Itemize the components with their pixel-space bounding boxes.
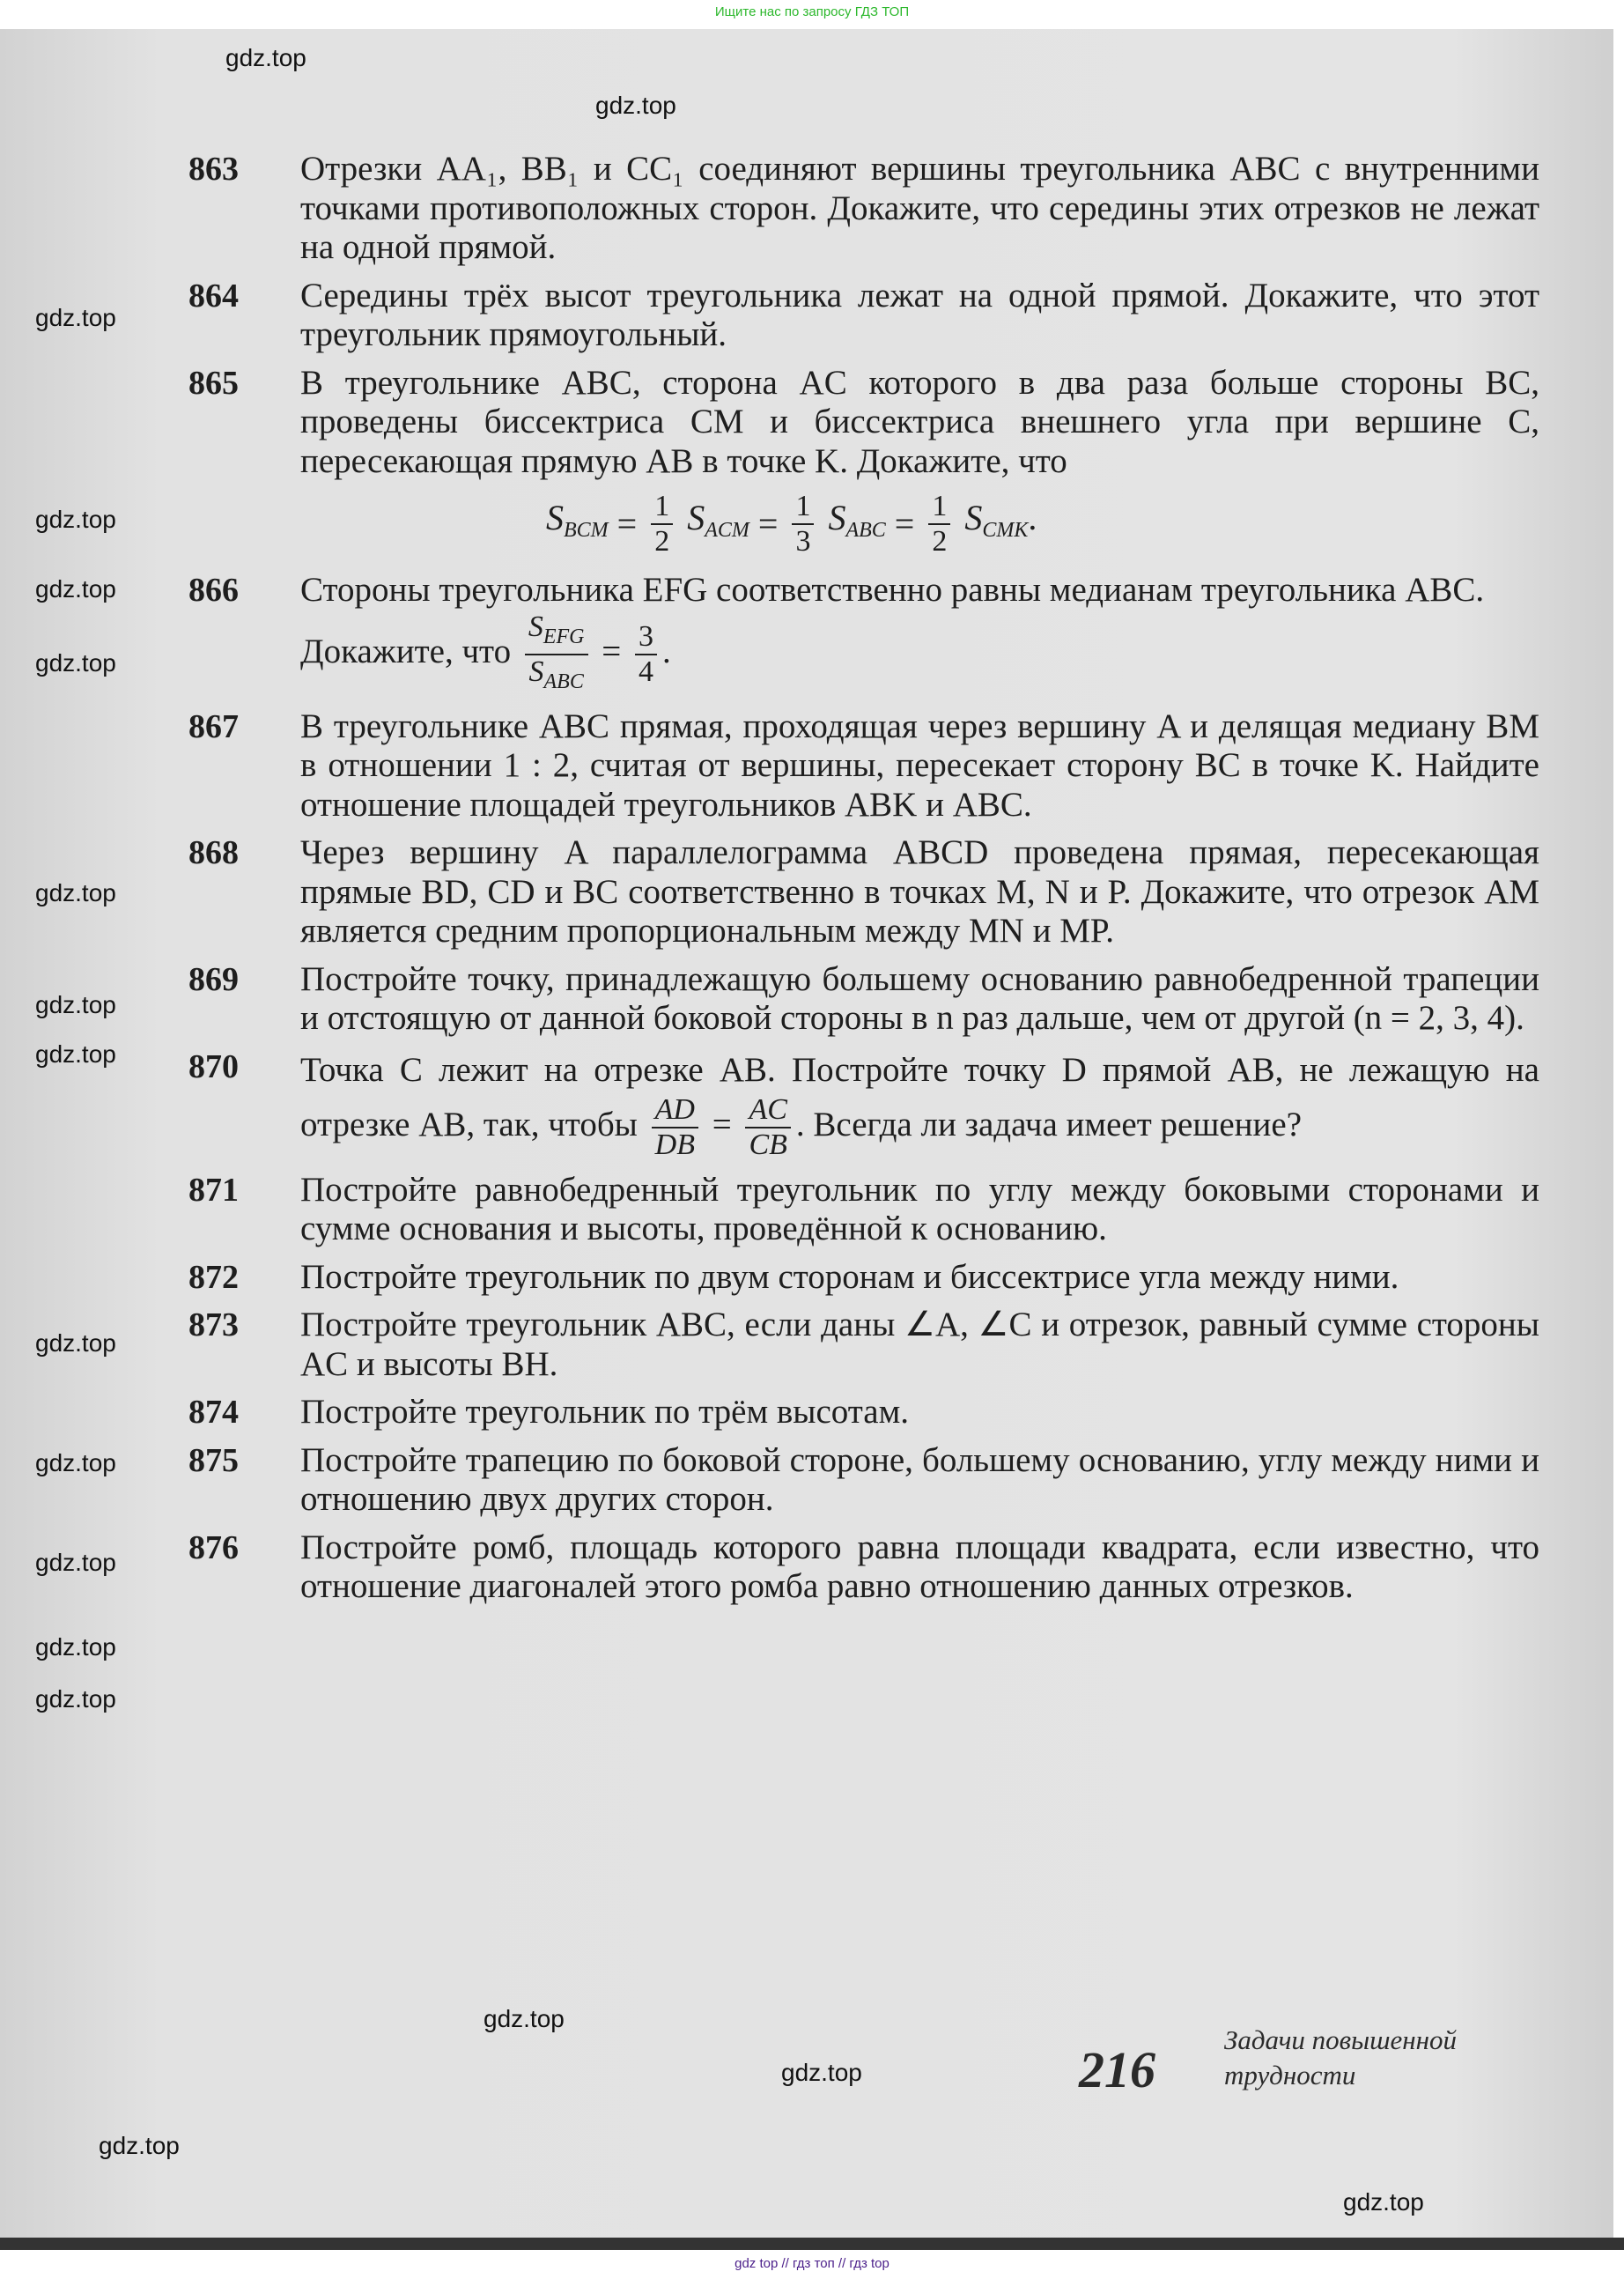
watermark: gdz.top bbox=[595, 92, 676, 119]
fraction bbox=[652, 1093, 698, 1162]
problem-text: Постройте равнобедренный треугольник по углу между боковыми сторонами и сумме основания и высоты, проведённой к основанию. bbox=[300, 1170, 1539, 1247]
denominator: 2 bbox=[932, 525, 948, 558]
problem-876 bbox=[188, 1528, 1539, 1607]
numerator: AC bbox=[745, 1093, 790, 1128]
fraction bbox=[635, 620, 657, 689]
fraction bbox=[651, 490, 673, 559]
problem-number: 863 bbox=[188, 151, 239, 188]
problem-871 bbox=[188, 1171, 1539, 1249]
problem-text: Постройте ромб, площадь которого равна площади квадрата, если известно, что отношение диагоналей этого ромба равно отношению данных отрезков. bbox=[300, 1528, 1539, 1605]
formula-symbol: S bbox=[528, 655, 544, 688]
period: . bbox=[1028, 498, 1037, 537]
watermark: gdz.top bbox=[35, 649, 116, 677]
watermark: gdz.top bbox=[35, 1549, 116, 1576]
equals-sign: = bbox=[757, 504, 779, 544]
watermark: gdz.top bbox=[35, 879, 116, 906]
problem-number: 875 bbox=[188, 1441, 239, 1479]
problem-text: Отрезки AA₁, BB₁ и CC₁ соединяют вершины треугольника ABC с внутренними точками противоположных сторон. Докажите, что середины этих отрезков не лежат на одной прямой. bbox=[300, 150, 1539, 266]
problem-number: 866 bbox=[188, 572, 239, 609]
formula-symbol: S bbox=[964, 498, 983, 537]
problem-text: Постройте треугольник ABC, если даны ∠A, ∠C и отрезок, равный сумме стороны AC и высоты BH. bbox=[300, 1306, 1539, 1383]
numerator bbox=[525, 610, 588, 655]
problem-869 bbox=[188, 960, 1539, 1039]
watermark: gdz.top bbox=[35, 1449, 116, 1476]
problem-867 bbox=[188, 707, 1539, 825]
formula-865 bbox=[188, 490, 1539, 559]
watermark: gdz.top bbox=[35, 991, 116, 1018]
watermark: gdz.top bbox=[35, 506, 116, 533]
fraction bbox=[525, 610, 588, 699]
problem-873 bbox=[188, 1306, 1539, 1384]
formula-subscript: CMK bbox=[982, 519, 1029, 542]
problem-868 bbox=[188, 833, 1539, 951]
fraction bbox=[928, 490, 950, 559]
numerator: 1 bbox=[928, 490, 950, 525]
problem-body bbox=[300, 1047, 1539, 1162]
problem-865 bbox=[188, 364, 1539, 482]
denominator: 4 bbox=[639, 655, 653, 688]
watermark: gdz.top bbox=[35, 1685, 116, 1713]
watermark: gdz.top bbox=[35, 1040, 116, 1068]
numerator: 1 bbox=[651, 490, 673, 525]
formula-subscript: EFG bbox=[543, 625, 585, 648]
watermark: gdz.top bbox=[35, 1633, 116, 1661]
formula-symbol: S bbox=[528, 610, 543, 643]
formula-symbol: S bbox=[546, 498, 564, 537]
section-title bbox=[1224, 2023, 1457, 2093]
formula-subscript: ACM bbox=[705, 519, 749, 542]
problem-text: Через вершину A параллелограмма ABCD проведена прямая, пересекающая прямые BD, CD и BC соответственно в точках M, N и P. Докажите, что отрезок AM является средним пропорциональным между MN и MP. bbox=[300, 833, 1539, 950]
section-title-line: Задачи повышенной bbox=[1224, 2024, 1458, 2055]
formula-subscript: BCM bbox=[564, 519, 609, 542]
denominator: CB bbox=[749, 1128, 787, 1161]
problem-866 bbox=[188, 571, 1539, 699]
problem-text: В треугольнике ABC прямая, проходящая через вершину A и делящая медиану BM в отношении 1 : 2, считая от вершины, пересекает сторону BC в точке K. Найдите отношение площадей треугольников ABK и ABC. bbox=[300, 707, 1539, 824]
problem-number: 868 bbox=[188, 834, 239, 871]
numerator: 1 bbox=[792, 490, 814, 525]
problem-text: Стороны треугольника EFG соответственно равны медианам треугольника ABC. Докажите, что bbox=[300, 571, 1485, 670]
denominator: 3 bbox=[795, 525, 811, 558]
problem-number: 869 bbox=[188, 960, 239, 998]
watermark: gdz.top bbox=[35, 1329, 116, 1357]
page-number: 216 bbox=[1079, 2041, 1155, 2098]
fraction bbox=[792, 490, 814, 559]
problem-body bbox=[300, 571, 1539, 699]
watermark: gdz.top bbox=[225, 44, 306, 71]
problem-text: Постройте точку, принадлежащую большему основанию равнобедренной трапеции и отстоящую от данной боковой стороны в n раз дальше, чем от другой (n = 2, 3, 4). bbox=[300, 959, 1539, 1037]
denominator: DB bbox=[654, 1128, 695, 1161]
formula-symbol: S bbox=[828, 498, 846, 537]
scan-edge bbox=[0, 2238, 1624, 2250]
problem-number: 870 bbox=[188, 1047, 239, 1085]
equals-sign: = bbox=[602, 632, 622, 670]
problem-number: 865 bbox=[188, 364, 239, 402]
denominator: 2 bbox=[654, 525, 670, 558]
problem-text: Постройте треугольник по двум сторонам и биссектрисе угла между ними. bbox=[300, 1257, 1399, 1296]
watermark: gdz.top bbox=[99, 2132, 180, 2159]
problem-text: Постройте треугольник по трём высотам. bbox=[300, 1393, 910, 1431]
problem-number: 873 bbox=[188, 1306, 239, 1343]
problem-text: В треугольнике ABC, сторона AC которого в два раза больше стороны BC, проведены биссектриса CM и биссектриса внешнего угла при вершине C, пересекающая прямую AB в точке K. Докажите, что bbox=[300, 363, 1539, 480]
denominator bbox=[529, 655, 584, 699]
problem-number: 864 bbox=[188, 277, 239, 314]
problem-875 bbox=[188, 1441, 1539, 1520]
problem-863 bbox=[188, 150, 1539, 268]
problem-number: 872 bbox=[188, 1258, 239, 1296]
numerator: 3 bbox=[635, 620, 657, 655]
equals-sign: = bbox=[712, 1105, 732, 1143]
problem-text: Точка C лежит на отрезке AB. Постройте точку D прямой AB, не лежащую на отрезке AB, так, чтобы bbox=[300, 1050, 1539, 1143]
problem-870 bbox=[188, 1047, 1539, 1162]
fraction bbox=[745, 1093, 790, 1162]
equals-sign: = bbox=[616, 504, 638, 544]
section-title-line: трудности bbox=[1224, 2060, 1356, 2090]
formula-symbol: S bbox=[687, 498, 705, 537]
problem-text: Постройте трапецию по боковой стороне, большему основанию, углу между ними и отношению двух других сторон. bbox=[300, 1440, 1539, 1518]
watermark: gdz.top bbox=[35, 575, 116, 603]
problem-864 bbox=[188, 277, 1539, 355]
top-banner: Ищите нас по запросу ГДЗ ТОП bbox=[714, 4, 910, 19]
formula-subscript: ABC bbox=[543, 670, 584, 693]
period: . bbox=[662, 632, 671, 670]
watermark: gdz.top bbox=[781, 2059, 862, 2086]
problem-number: 867 bbox=[188, 707, 239, 745]
bottom-banner: gdz top // гдз топ // гдз top bbox=[734, 2256, 890, 2271]
numerator: AD bbox=[652, 1093, 698, 1128]
problem-number: 871 bbox=[188, 1171, 239, 1209]
problem-872 bbox=[188, 1258, 1539, 1298]
watermark: gdz.top bbox=[35, 304, 116, 331]
watermark: gdz.top bbox=[484, 2005, 565, 2032]
problem-874 bbox=[188, 1393, 1539, 1432]
problem-text-end: . Всегда ли задача имеет решение? bbox=[795, 1105, 1303, 1143]
problem-list bbox=[188, 150, 1539, 1616]
problem-number: 876 bbox=[188, 1528, 239, 1566]
formula-subscript: ABC bbox=[845, 519, 886, 542]
watermark: gdz.top bbox=[1343, 2188, 1424, 2216]
problem-number: 874 bbox=[188, 1394, 239, 1431]
equals-sign: = bbox=[894, 504, 915, 544]
problem-text: Середины трёх высот треугольника лежат на одной прямой. Докажите, что этот треугольник прямоугольный. bbox=[300, 276, 1539, 353]
